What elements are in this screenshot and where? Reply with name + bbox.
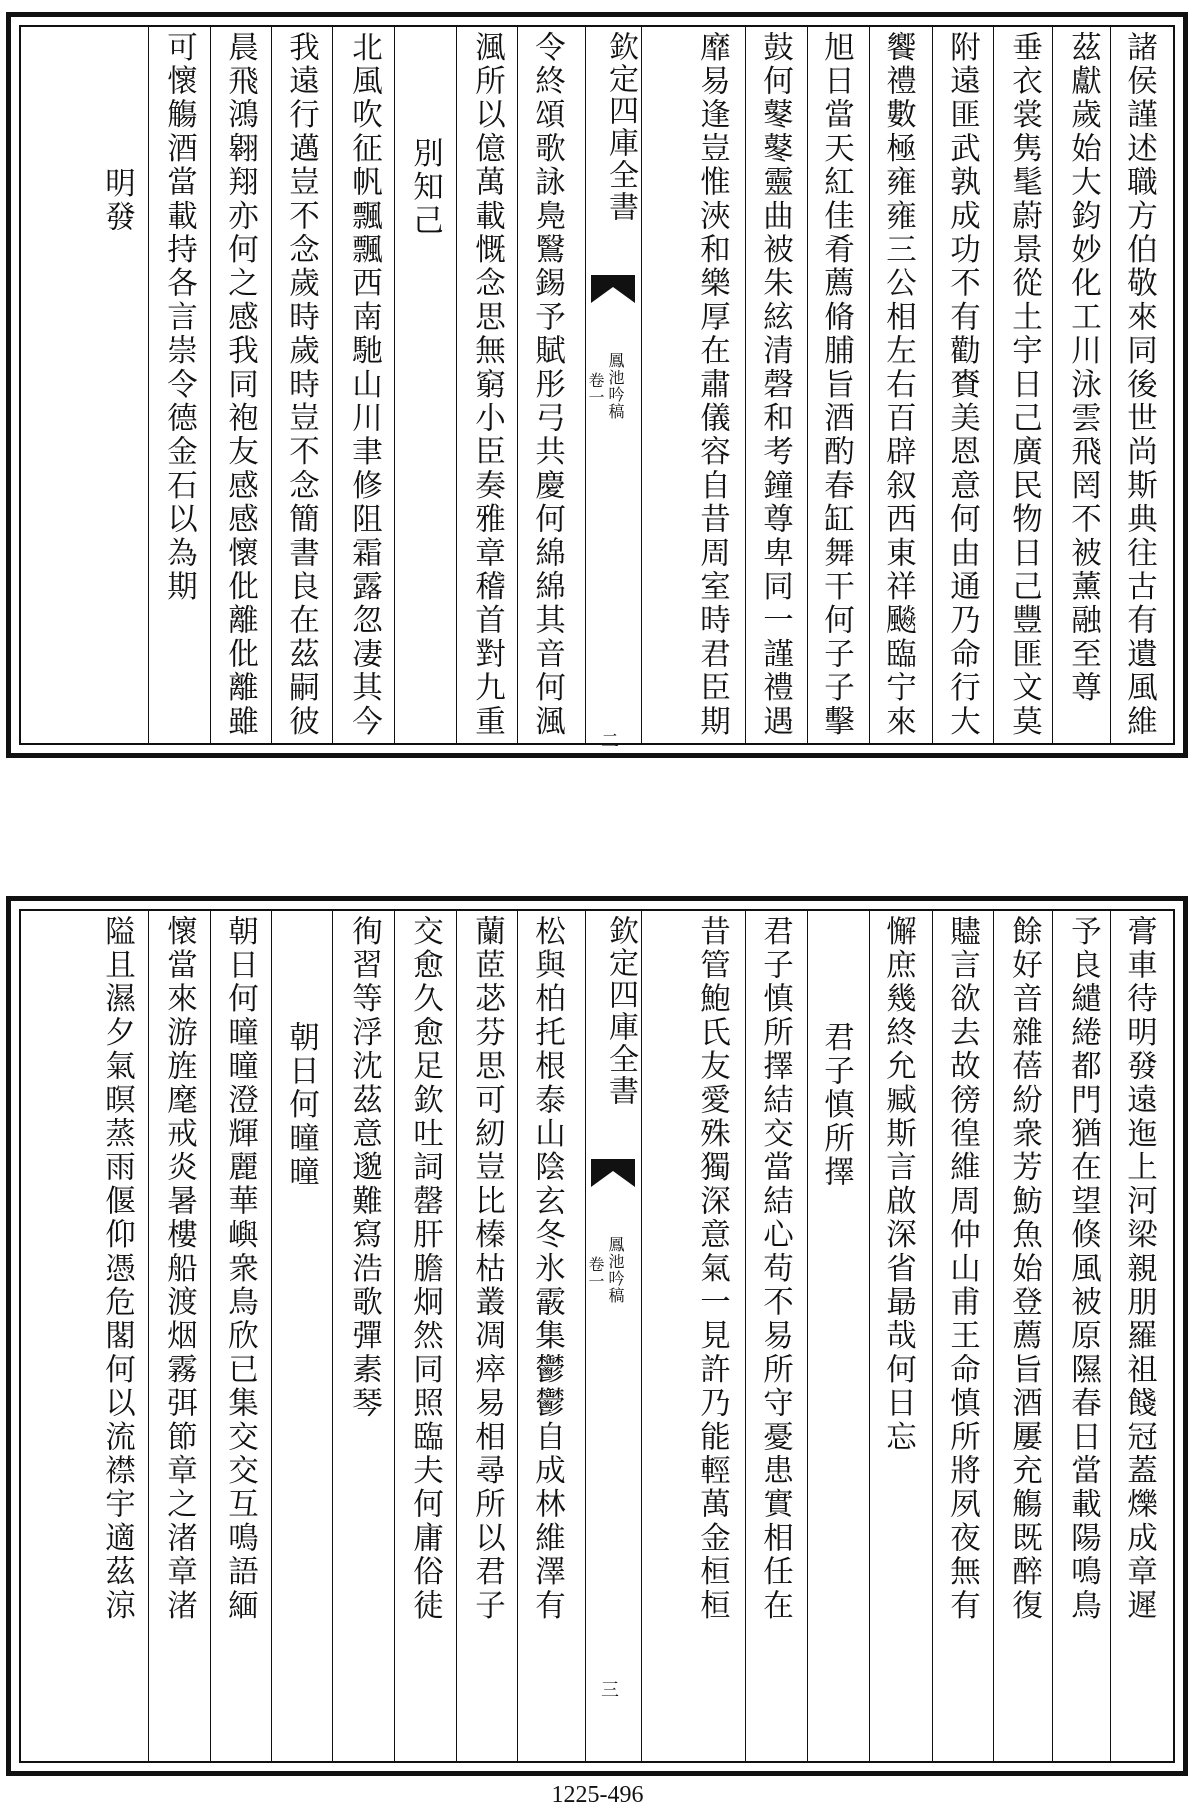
text-column: 贐言欲去故徬徨維周仲山甫王命慎所將夙夜無有 (944, 915, 980, 1623)
volume-label: 卷一 (586, 1256, 605, 1290)
text-column: 我遠行邁豈不念歲時歲時豈不念簡書良在茲嗣彼 (283, 31, 319, 739)
page-bottom (6, 896, 1188, 1776)
volume-label: 卷一 (586, 372, 605, 406)
text-column: 垂衣裳隽髦蔚景從土宇日己廣民物日己豐匪文莫 (1006, 31, 1042, 739)
column-rule (394, 911, 395, 1761)
text-column: 隘且濕夕氣暝蒸雨偃仰憑危閣何以流襟宇適茲涼 (99, 915, 135, 1623)
book-title: 欽定四庫全書 (603, 915, 638, 1107)
text-column: 令終頌歌詠鳧鷖錫予賦彤弓共慶何綿綿其音何渢 (529, 31, 565, 739)
text-column: 鼓何鼕鼕靈曲被朱絃清磬和考鐘尊卑同一謹禮遇 (757, 31, 793, 739)
column-rule (271, 911, 272, 1761)
text-column: 靡易逢豈惟浹和樂厚在肅儀容自昔周室時君臣期 (694, 31, 730, 739)
page-number: 二 (601, 731, 619, 752)
poem-title: 明發 (99, 167, 135, 235)
column-rule (148, 911, 149, 1761)
catalog-number: 1225-496 (551, 1782, 644, 1808)
column-rule (271, 27, 272, 743)
text-column: 膏車待明發遠迤上河梁親朋羅祖餞冠蓋爍成章遲 (1121, 915, 1157, 1623)
column-rule (993, 911, 994, 1761)
text-column: 松與柏托根泰山陰玄冬氷霰集鬱鬱自成林維澤有 (529, 915, 565, 1623)
column-rule (1110, 911, 1111, 1761)
poem-title: 別知己 (407, 137, 443, 239)
text-column: 懈庶幾終允臧斯言啟深省朂哉何日忘 (880, 915, 916, 1455)
column-rule (210, 27, 211, 743)
column-rule (807, 27, 808, 743)
gutter-rule-right (641, 27, 642, 743)
text-column: 晨飛鴻翱翔亦何之感我同袍友感感懷仳離仳離雖 (222, 31, 258, 739)
column-rule (993, 27, 994, 743)
column-rule (1052, 27, 1053, 743)
text-column: 蘭茝苾芬思可紉豈比榛枯叢凋瘁易相尋所以君子 (469, 915, 505, 1623)
column-rule (932, 911, 933, 1761)
text-column: 朝日何曈曈澄輝麗華嶼衆鳥欣已集交交互鳴語緬 (222, 915, 258, 1623)
text-column: 饗禮數極雍雍三公相左右百辟叙西東祥飈臨宁來 (880, 31, 916, 739)
page-top (6, 12, 1188, 758)
fish-tail-mark-icon (591, 275, 635, 303)
gutter-rule-left (585, 27, 586, 743)
column-rule (394, 27, 395, 743)
text-column: 君子慎所擇結交當結心苟不易所守憂患實相任在 (757, 915, 793, 1623)
text-column: 予良繾綣都門猶在望倏風被原隰春日當載陽鳴鳥 (1065, 915, 1101, 1623)
poem-title: 朝日何曈曈 (283, 1021, 319, 1190)
column-rule (807, 911, 808, 1761)
gutter-rule-left (585, 911, 586, 1761)
gutter-rule-right (641, 911, 642, 1761)
text-column: 可懷觴酒當載持各言崇令德金石以為期 (161, 31, 197, 604)
work-title: 鳳池吟稿 (606, 352, 625, 420)
text-column: 懷當來游旌麾戒炎暑樓船渡烟霧弭節章之渚章渚 (161, 915, 197, 1623)
column-rule (745, 27, 746, 743)
column-rule (745, 911, 746, 1761)
column-rule (1110, 27, 1111, 743)
column-rule (932, 27, 933, 743)
text-column: 諸侯謹述職方伯敬來同後世尚斯典往古有遺風維 (1121, 31, 1157, 739)
work-title: 鳳池吟稿 (606, 1236, 625, 1304)
column-rule (456, 27, 457, 743)
column-rule (332, 27, 333, 743)
page-frame (19, 25, 1175, 752)
text-column: 餘好音雜蓓紛衆芳魴魚始登薦旨酒屢充觴既醉復 (1006, 915, 1042, 1623)
text-column: 北風吹征帆飄飄西南馳山川聿修阻霜露忽凄其今 (346, 31, 382, 739)
column-rule (517, 911, 518, 1761)
column-rule (869, 27, 870, 743)
column-rule (517, 27, 518, 743)
poem-title: 君子慎所擇 (818, 1021, 854, 1190)
column-rule (148, 27, 149, 743)
text-column: 交愈久愈足欽吐詞罄肝膽炯然同照臨夫何庸俗徒 (407, 915, 443, 1623)
column-rule (456, 911, 457, 1761)
text-column: 旭日當天紅佳肴薦脩脯旨酒酌春缸舞干何子子擊 (818, 31, 854, 739)
text-column: 昔管鮑氏友愛殊獨深意氣一見許乃能輕萬金桓桓 (694, 915, 730, 1623)
text-column: 渢所以億萬載慨念思無窮小臣奏雅章稽首對九重 (469, 31, 505, 739)
page-number: 三 (601, 1680, 619, 1701)
column-rule (1052, 911, 1053, 1761)
column-rule (869, 911, 870, 1761)
column-rule (210, 911, 211, 1761)
fish-tail-mark-icon (591, 1159, 635, 1187)
text-column: 徇習等浮沈茲意邈難寫浩歌彈素琴 (346, 915, 382, 1421)
text-column: 附遠匪武孰成功不有勸賚美恩意何由通乃命行大 (944, 31, 980, 739)
page-frame (19, 909, 1175, 1763)
text-column: 茲獻歲始大鈞妙化工川泳雲飛罔不被薰融至尊 (1065, 31, 1101, 705)
book-title: 欽定四庫全書 (603, 31, 638, 223)
column-rule (332, 911, 333, 1761)
